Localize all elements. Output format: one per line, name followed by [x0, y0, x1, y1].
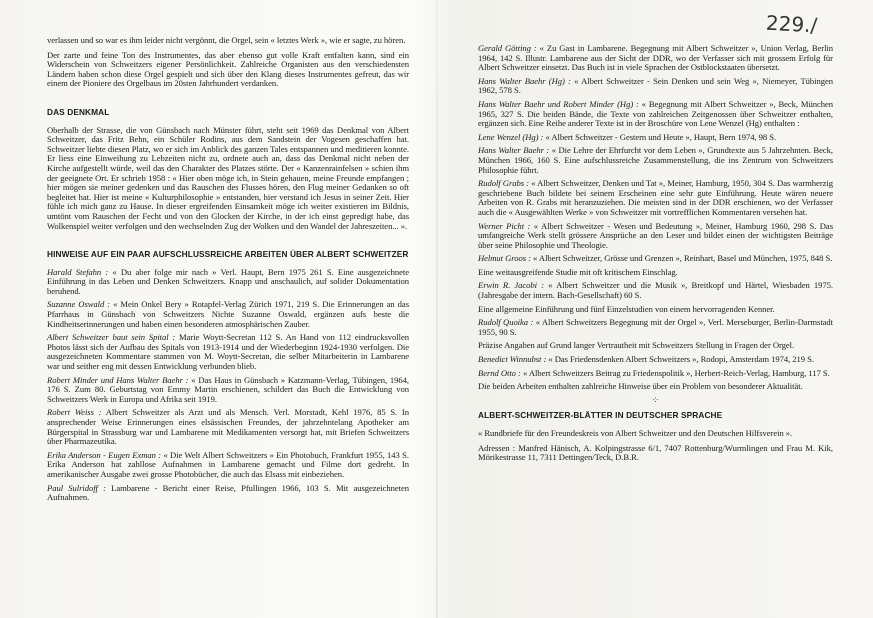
- entry-text: Eine allgemeine Einführung und fünf Einzelstudien von einem hervorragenden Kenner.: [478, 303, 775, 314]
- right-entries: [478, 44, 833, 392]
- blaetter-text: « Rundbriefe für den Freundeskreis von Albert Schweitzer und den Deutschen Hilfsverein ».: [478, 428, 793, 438]
- bibliography-entry: [478, 222, 833, 251]
- entry-author: Hans Walter Baehr :: [478, 145, 550, 156]
- bibliography-entry: [478, 355, 833, 365]
- entry-text: « Albert Schweitzer, Denken und Tat », Meiner, Hamburg, 1950, 304 S. Das warmherzig geschriebene Buch bildete bei seinem Erscheinen eine sehr gute Einführung. Heute wären neuere Arbeiten von R. Grabs mit heranzuziehen. Die meisten sind in der DDR erschienen, wo der Verfasser auch die « Ausgewählten Werke » von Schweitzer mit vortrefflichen Kommentaren versehen hat.: [478, 178, 833, 217]
- denkmal-heading: DAS DENKMAL: [47, 106, 110, 117]
- entry-text: « Das Haus in Günsbach » Katzmann-Verlag, Tübingen, 1964, 176 S. Zum 80. Geburtstag von Emmy Martin erschienen, schildert das Buch die Entwicklung von Schweitzers Werk in Europa und Afrika seit 1919.: [47, 374, 409, 404]
- denkmal-text: Oberhalb der Strasse, die von Günsbach nach Münster führt, steht seit 1969 das Denkmal von Albert Schweitzer, das Fritz Behn, ein Schüler Rodins, aus dem Sandstein der Vogesen geschaffen hat. Schweitzer liebte diesen Platz, wo er sich im Anblick des ganzen Tales entspannen und meditieren konnte. Er liess eine Einweihung zu Lebzeiten nicht zu, ordnete auch an, dass das Denkmal nicht neben der Kirche aufgestellt würde, weil das den Charakter des Platzes störte. Der « Kanzenrainfelsen » schien ihm der geeignete Ort. Er schrieb 1958 : « Hier oben möge ich, in Stein gehauen, meine Freunde empfangen ; hier mögen sie meiner gedenken und das Rauschen des Flusses hören, den Flug meiner Gedanken so oft begleitet hat. Hier ist meine « Kulturphilosophie » entstanden, hier verstand ich Jesus in seiner Zeit. Hier fühle ich mich ganz zu Hause. In dieser ergreifenden Einsamkeit möge ich weiter existieren im Bildnis, umtönt vom Rauschen der Fecht und von den Glocken der Kirche, in der ich einst gepredigt habe, das Wolkenspiel weiter verfolgen und den wechselnden Zug der Wolken und den Wandel der Jahreszeiten... ».: [47, 124, 409, 231]
- bibliography-entry: [478, 146, 833, 175]
- entry-text: « Albert Schweitzer - Sein Denken und sein Weg », Niemeyer, Tübingen 1962, 578 S.: [478, 75, 833, 96]
- entry-text: « Das Friedensdenken Albert Schweitzers », Rodopi, Amsterdam 1974, 219 S.: [546, 354, 814, 365]
- bibliography-entry: [478, 77, 833, 96]
- bibliography-entry: [478, 100, 833, 129]
- entry-text: « Albert Schweitzers Beitrag zu Friedenspolitik », Herbert-Reich-Verlag, Hamburg, 117 S.: [520, 367, 830, 378]
- entry-author: Robert Weiss :: [47, 407, 102, 418]
- entry-text: « Mein Onkel Bery » Rotapfel-Verlag Zürich 1971, 219 S. Die Erinnerungen an das Pfarrhaus in Günsbach von Schweitzers Nichte Suzanne Oswald, ergänzen aufs beste die Kindheitserinnerungen und haben einen besonderen atmosphärischen Zauber.: [47, 299, 409, 329]
- entry-author: Suzanne Oswald :: [47, 299, 111, 310]
- entry-author: Erika Anderson - Eugen Exman :: [47, 449, 162, 460]
- entry-author: Erwin R. Jacobi :: [478, 280, 544, 291]
- bibliography-entry: [478, 369, 833, 379]
- entry-author: Benedict Winnubst :: [478, 354, 547, 365]
- entry-author: Lene Wenzel (Hg) :: [478, 131, 544, 142]
- entry-text: Lambarene - Bericht einer Reise, Pfullingen 1966, 103 S. Mit ausgezeichneten Aufnahmen.: [47, 482, 409, 503]
- entry-author: Hans Walter Baehr und Robert Minder (Hg) :: [478, 98, 639, 109]
- entry-author: Rudolf Grabs :: [478, 178, 529, 189]
- blaetter-heading: ALBERT-SCHWEITZER-BLÄTTER IN DEUTSCHER SPRACHE: [478, 410, 723, 421]
- entry-text: « Albert Schweitzer - Wesen und Bedeutung », Meiner, Hamburg 1960, 298 S. Das umfangreiche Werk stellt grössere Ansprüche an den Leser und bildet einen der wichtigsten Beiträge über seine Philosophie und Theologie.: [478, 220, 833, 250]
- bibliography-entry: [478, 268, 833, 278]
- entry-text: Marie Woytt-Secretan 112 S. An Hand von 112 eindrucksvollen Photos lässt sich der Aufbau des Spitals von 1913-1914 und der Wiederbeginn 1924-1930 verfolgen. Die ausgezeichneten Kommentare stammen von M. Woytt-Secretan, die selber Mitarbeiterin in Lambarene war und seither eng mit dessen Entwicklung verbunden blieb.: [47, 332, 409, 372]
- entry-author: Albert Schweitzer baut sein Spital :: [47, 332, 176, 343]
- entry-author: Harald Stefahn :: [47, 266, 109, 277]
- bibliography-entry: [478, 133, 833, 143]
- bibliography-entry: [47, 451, 409, 480]
- entry-author: Paul Sulridoff :: [47, 482, 106, 493]
- bibliography-entry: [478, 341, 833, 351]
- bibliography-entry: [478, 44, 833, 73]
- bibliography-entry: [478, 281, 833, 300]
- bibliography-entry: [478, 179, 833, 217]
- entry-text: « Die Welt Albert Schweitzers » Ein Photobuch, Frankfurt 1955, 143 S. Erika Anderson hat zahllose Aufnahmen in Lambarene gemacht und Filme dort gedreht. In amerikanischer Ausgabe zwei grosse Photobücher, die auch das Elsass mit einbeziehen.: [47, 449, 409, 479]
- entry-text: « Albert Schweitzers Begegnung mit der Orgel », Verl. Merseburger, Berlin-Darmstadt 1955, 90 S.: [478, 317, 834, 337]
- bibliography-entry: [478, 254, 833, 264]
- intro-paragraph-1: verlassen und so war es ihm leider nicht vergönnt, die Orgel, sein « letztes Werk », wie er sagte, zu hören.: [47, 35, 406, 45]
- entry-text: « Albert Schweitzer und die Musik », Breitkopf und Härtel, Wiesbaden 1975. (Jahresgabe der intern. Bach-Gesellschaft) 60 S.: [478, 280, 833, 301]
- bibliography-entry: [478, 305, 833, 315]
- entry-text: « Albert Schweitzer, Grösse und Grenzen », Reinhart, Basel und München, 1975, 848 S.: [530, 253, 833, 264]
- bibliography-entry: [47, 408, 409, 446]
- left-column: [47, 36, 409, 507]
- entry-author: Gerald Götting :: [478, 43, 537, 53]
- section-separator: ⁘: [651, 394, 660, 405]
- entry-text: Präzise Angaben auf Grund langer Vertrautheit mit Schweitzers Stellung in Fragen der Orgel.: [478, 340, 795, 351]
- entry-text: Albert Schweitzer als Arzt und als Mensch. Verl. Morstadt, Kehl 1976, 85 S. In ansprechender Weise Erinnerungen eines elsässischen Freundes, der jahrzehntelang Apotheker am Bürgerspital in Strassburg war und Lambarene mit Medikamenten versorgt hat, mit Briefen Schweitzers über Pharmazeutika.: [47, 407, 409, 447]
- bibliography-entry: [47, 333, 409, 371]
- entry-text: Die beiden Arbeiten enthalten zahlreiche Hinweise über ein Problem von besonderer Aktualität.: [478, 381, 803, 392]
- entry-text: « Albert Schweitzer - Gestern und Heute », Haupt, Bern 1974, 98 S.: [543, 131, 777, 142]
- entry-author: Rudolf Quoika :: [478, 317, 534, 328]
- entry-author: Robert Minder und Hans Walter Baehr :: [47, 374, 189, 385]
- handwritten-page-number: 229./: [765, 10, 818, 38]
- entry-text: « Begegnung mit Albert Schweitzer », Beck, München 1965, 327 S. Die beiden Bände, die Texte von zahlreichen Zeitgenossen über Schweitzer enthalten, ergänzen sich. Eine Reihe anderer Texte ist in der Broschüre von Lene Wenzel (Hg) enthalten :: [478, 98, 834, 129]
- entry-author: Hans Walter Baehr (Hg) :: [478, 75, 571, 86]
- entry-text: « Du aber folge mir nach » Verl. Haupt, Bern 1975 261 S. Eine ausgezeichnete Einführung in das Leben und Denken Schweitzers. Knapp und anschaulich, auf solider Dokumentation beruhend.: [47, 266, 409, 296]
- entry-text: « Zu Gast in Lambarene. Begegnung mit Albert Schweitzer », Union Verlag, Berlin 1964, 142 S. Illustr. Lambarene aus der Sicht der DDR, wo der Verfasser sich mit grossem Erfolg für Albert Schweitzer einsetzt. Das Buch ist in viele Sprachen der Ostblockstaaten übersetzt.: [478, 43, 833, 73]
- right-column: [478, 44, 833, 468]
- bibliography-entry: [478, 318, 833, 337]
- bibliography-entry: [47, 300, 409, 329]
- bibliography-entry: [47, 376, 409, 405]
- entry-author: Werner Picht :: [478, 220, 531, 231]
- adressen-text: Adressen : Manfred Hänisch, A. Kolpingstrasse 6/1, 7407 Rottenburg/Wurmlingen und Frau M. Kik, Mörikestrasse 11, 7311 Dettingen/Teck, D.B.R.: [478, 442, 833, 463]
- entry-author: Helmut Groos :: [478, 253, 531, 264]
- page-spine: [436, 0, 438, 618]
- left-entries: [47, 268, 409, 503]
- hinweise-heading: HINWEISE AUF EIN PAAR AUFSCHLUSSREICHE ARBEITEN ÜBER ALBERT SCHWEITZER: [47, 249, 409, 260]
- entry-author: Bernd Otto :: [478, 367, 521, 378]
- bibliography-entry: [478, 382, 833, 392]
- intro-paragraph-2: Der zarte und feine Ton des Instrumentes, das aber ebenso gut volle Kraft entfalten kann, sind ein Widerschein von Schweitzers eigener Persönlichkeit. Zahlreiche Organisten aus den verschiedensten Ländern haben schon diese Orgel gespielt und sich über den Klang dieses Instrumentes gefreut, das wir einem der Pioniere des Orgelbaus im 20sten Jahrhundert verdanken.: [47, 49, 409, 89]
- entry-text: Eine weitausgreifende Studie mit oft kritischem Einschlag.: [478, 266, 678, 277]
- bibliography-entry: [47, 268, 409, 297]
- bibliography-entry: [47, 484, 409, 503]
- entry-text: « Die Lehre der Ehrfurcht vor dem Leben », Grundtexte aus 5 Jahrzehnten. Beck, München 1966, 160 S. Eine aufschlussreiche Zusammenstellung, die ins Zentrum von Schweitzers Philosophie führt.: [478, 145, 833, 175]
